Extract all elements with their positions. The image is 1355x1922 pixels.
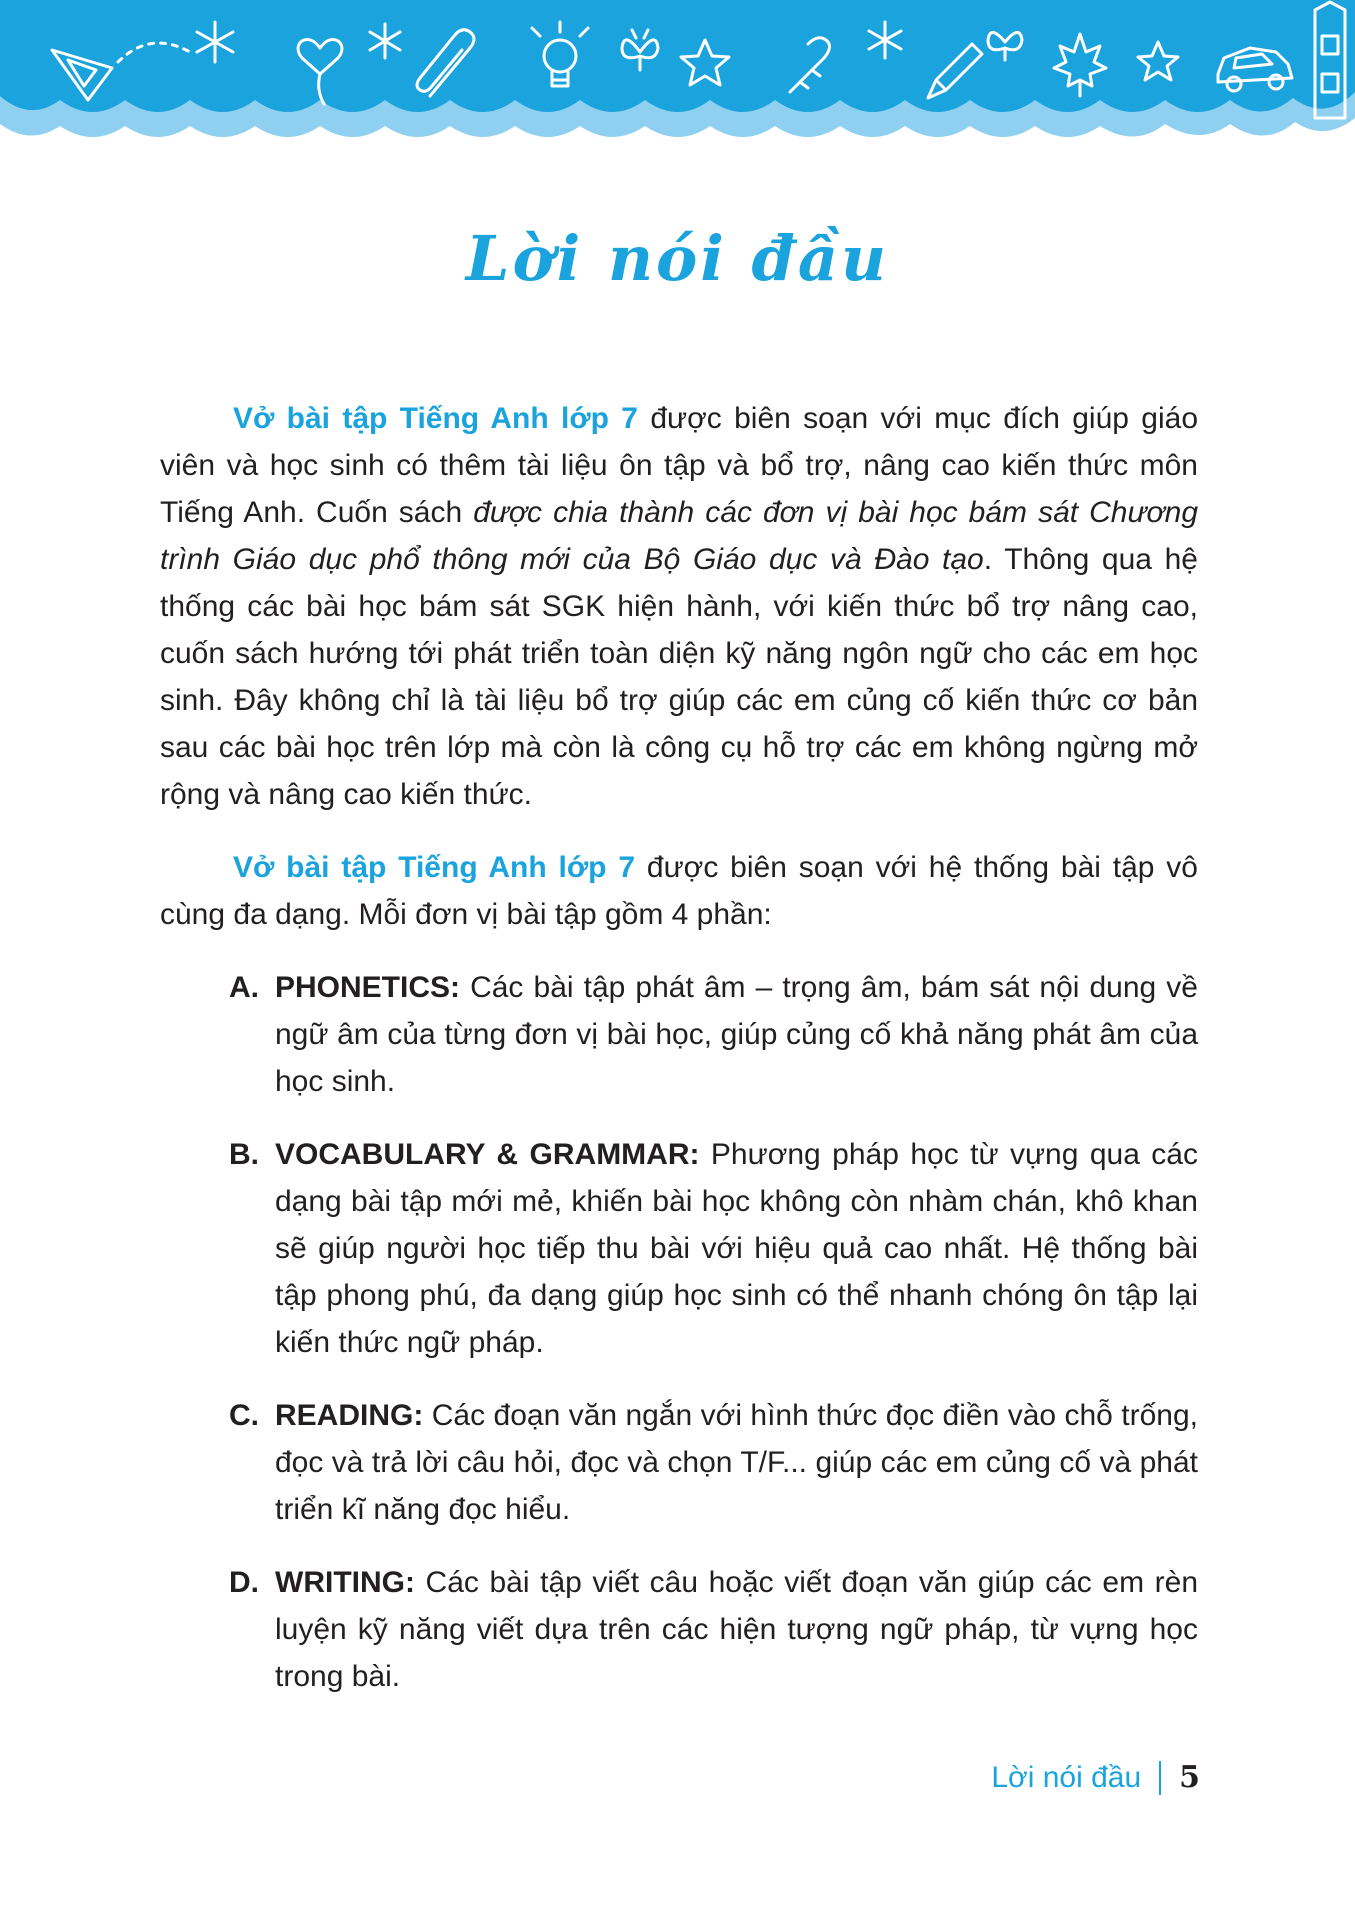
section-item-phonetics xyxy=(160,964,1198,1105)
intro-text-1: được biên soạn với mục đích giúp giáo viên và học sinh có thêm tài liệu ôn tập và bổ trợ, nâng cao kiến thức môn Tiếng Anh. Cuốn sách xyxy=(160,402,1199,529)
section-text: Các bài tập viết câu hoặc viết đoạn văn giúp các em rèn luyện kỹ năng viết dựa trên các hiện tượng ngữ pháp, từ vựng học trong bài. xyxy=(275,1566,1198,1693)
second-text: được biên soạn với hệ thống bài tập vô cùng đa dạng. Mỗi đơn vị bài tập gồm 4 phần: xyxy=(160,851,1198,931)
section-letter: D. xyxy=(229,1566,259,1599)
section-letter: C. xyxy=(229,1399,259,1432)
section-item-reading xyxy=(160,1392,1198,1533)
sections-list xyxy=(160,964,1198,1700)
section-label: WRITING: xyxy=(275,1566,415,1599)
page-footer xyxy=(991,1760,1200,1795)
section-label: VOCABULARY & GRAMMAR: xyxy=(275,1138,700,1171)
section-label: READING: xyxy=(275,1399,424,1432)
intro-text-2: . Thông qua hệ thống các bài học bám sát SGK hiện hành, với kiến thức bổ trợ nâng cao, cuốn sách hướng tới phát triển toàn diện kỹ năng ngôn ngữ cho các em học sinh. Đây không chỉ là tài liệu bổ trợ giúp các em củng cố kiến thức cơ bản sau các bài học trên lớp mà còn là công cụ hỗ trợ các em không ngừng mở rộng và nâng cao kiến thức. xyxy=(160,543,1198,811)
section-letter: B. xyxy=(229,1138,259,1171)
footer-section-name: Lời nói đầu xyxy=(991,1760,1142,1794)
header-banner xyxy=(0,0,1355,150)
section-item-vocabulary-grammar xyxy=(160,1131,1198,1366)
page-number: 5 xyxy=(1179,1760,1200,1795)
section-text: Các bài tập phát âm – trọng âm, bám sát nội dung về ngữ âm của từng đơn vị bài học, giúp củng cố khả năng phát âm của học sinh. xyxy=(275,971,1198,1098)
page-title: Lời nói đầu xyxy=(465,222,890,295)
book-name: Vở bài tập Tiếng Anh lớp 7 xyxy=(233,402,638,435)
intro-paragraph xyxy=(160,395,1198,818)
section-label: PHONETICS: xyxy=(275,971,461,1004)
second-paragraph xyxy=(160,844,1198,938)
book-name: Vở bài tập Tiếng Anh lớp 7 xyxy=(233,851,636,884)
section-item-writing xyxy=(160,1559,1198,1700)
section-letter: A. xyxy=(229,971,259,1004)
intro-italic-text: được chia thành các đơn vị bài học bám sát Chương trình Giáo dục phổ thông mới của Bộ Giáo dục và Đào tạo xyxy=(160,496,1198,576)
section-text: Phương pháp học từ vựng qua các dạng bài tập mới mẻ, khiến bài học không còn nhàm chán, khô khan sẽ giúp người học tiếp thu bài với hiệu quả cao nhất. Hệ thống bài tập phong phú, đa dạng giúp học sinh có thể nhanh chóng ôn tập lại kiến thức ngữ pháp. xyxy=(275,1138,1198,1359)
section-text: Các đoạn văn ngắn với hình thức đọc điền vào chỗ trống, đọc và trả lời câu hỏi, đọc và chọn T/F... giúp các em củng cố và phát triển kĩ năng đọc hiểu. xyxy=(275,1399,1198,1526)
footer-divider xyxy=(1159,1761,1161,1795)
document-body xyxy=(160,395,1198,1726)
